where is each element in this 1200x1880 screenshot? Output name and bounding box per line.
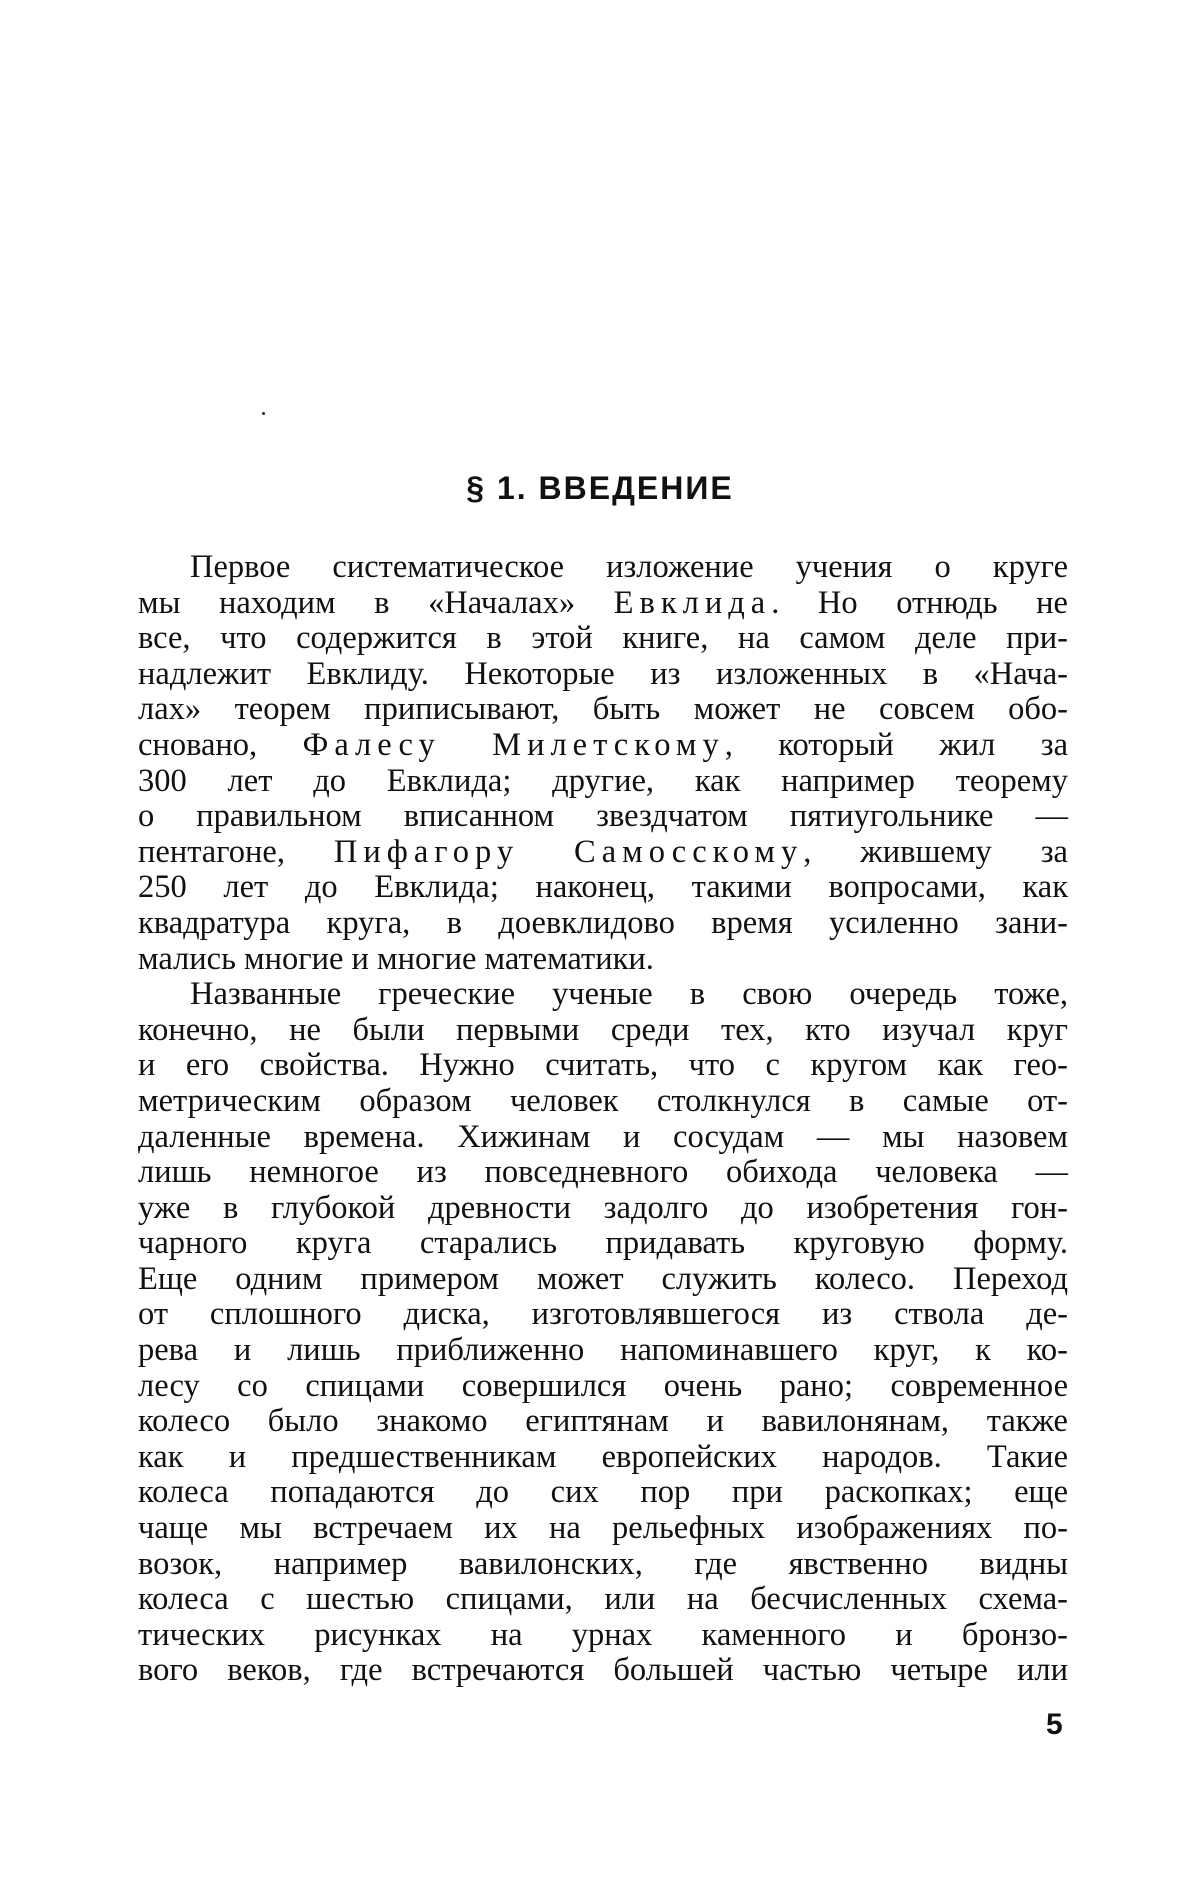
emphasized-name: Пифагору Самосскому xyxy=(334,834,803,870)
text-line: надлежит Евклиду. Некоторые из изложенных в «Нача- xyxy=(138,657,1068,693)
text-line: и его свойства. Нужно считать, что с кругом как гео- xyxy=(138,1048,1068,1084)
text-line: конечно, не были первыми среди тех, кто изучал круг xyxy=(138,1013,1068,1049)
text-line: тических рисунках на урнах каменного и бронзо- xyxy=(138,1618,1068,1654)
paragraph-1 xyxy=(138,550,1068,977)
text-line: квадратура круга, в доевклидово время усиленно зани- xyxy=(138,906,1068,942)
text-line: даленные времена. Хижинам и сосудам — мы назовем xyxy=(138,1120,1068,1156)
text-fragment: . Но отнюдь не xyxy=(771,585,1068,621)
text-line: Еще одним примером может служить колесо. Переход xyxy=(138,1262,1068,1298)
text-line: чарного круга старались придавать круговую форму. xyxy=(138,1226,1068,1262)
text-line: Названные греческие ученые в свою очередь тоже, xyxy=(138,977,1068,1013)
text-line: уже в глубокой древности задолго до изобретения гон- xyxy=(138,1191,1068,1227)
text-fragment: пентагоне, xyxy=(138,834,334,870)
text-line xyxy=(138,835,1068,871)
text-line xyxy=(138,586,1068,622)
text-line: 300 лет до Евклида; другие, как например теорему xyxy=(138,764,1068,800)
text-line: от сплошного диска, изготовлявшегося из ствола де- xyxy=(138,1297,1068,1333)
emphasized-name: Фалесу Милетскому xyxy=(303,727,725,763)
body-text xyxy=(138,550,1068,1689)
text-fragment: мы находим в «Началах» xyxy=(138,585,614,621)
emphasized-name: Евклида xyxy=(614,585,772,621)
text-line: как и предшественникам европейских народов. Такие xyxy=(138,1440,1068,1476)
text-line: колеса с шестью спицами, или на бесчисленных схема- xyxy=(138,1582,1068,1618)
text-fragment: , который жил за xyxy=(725,727,1068,763)
text-line: вого веков, где встречаются большей частью четыре или xyxy=(138,1653,1068,1689)
text-fragment: , жившему за xyxy=(803,834,1068,870)
print-speck xyxy=(262,412,265,415)
text-line: колеса попадаются до сих пор при раскопках; еще xyxy=(138,1475,1068,1511)
text-line: колесо было знакомо египтянам и вавилонянам, также xyxy=(138,1404,1068,1440)
text-line: Первое систематическое изложение учения о круге xyxy=(138,550,1068,586)
text-line: возок, например вавилонских, где явственно видны xyxy=(138,1547,1068,1583)
text-fragment: сновано, xyxy=(138,727,303,763)
book-page xyxy=(0,0,1200,1880)
page-number: 5 xyxy=(1046,1708,1063,1742)
text-line: мались многие и многие математики. xyxy=(138,942,1068,978)
text-line: метрическим образом человек столкнулся в самые от- xyxy=(138,1084,1068,1120)
text-line: лах» теорем приписывают, быть может не совсем обо- xyxy=(138,692,1068,728)
text-line: рева и лишь приближенно напоминавшего круг, к ко- xyxy=(138,1333,1068,1369)
section-title: § 1. ВВЕДЕНИЕ xyxy=(0,470,1200,507)
paragraph-2 xyxy=(138,977,1068,1689)
text-line: чаще мы встречаем их на рельефных изображениях по- xyxy=(138,1511,1068,1547)
text-line: 250 лет до Евклида; наконец, такими вопросами, как xyxy=(138,870,1068,906)
text-line: лесу со спицами совершился очень рано; современное xyxy=(138,1369,1068,1405)
text-line: все, что содержится в этой книге, на самом деле при- xyxy=(138,621,1068,657)
text-line xyxy=(138,728,1068,764)
text-line: о правильном вписанном звездчатом пятиугольнике — xyxy=(138,799,1068,835)
text-line: лишь немногое из повседневного обихода человека — xyxy=(138,1155,1068,1191)
